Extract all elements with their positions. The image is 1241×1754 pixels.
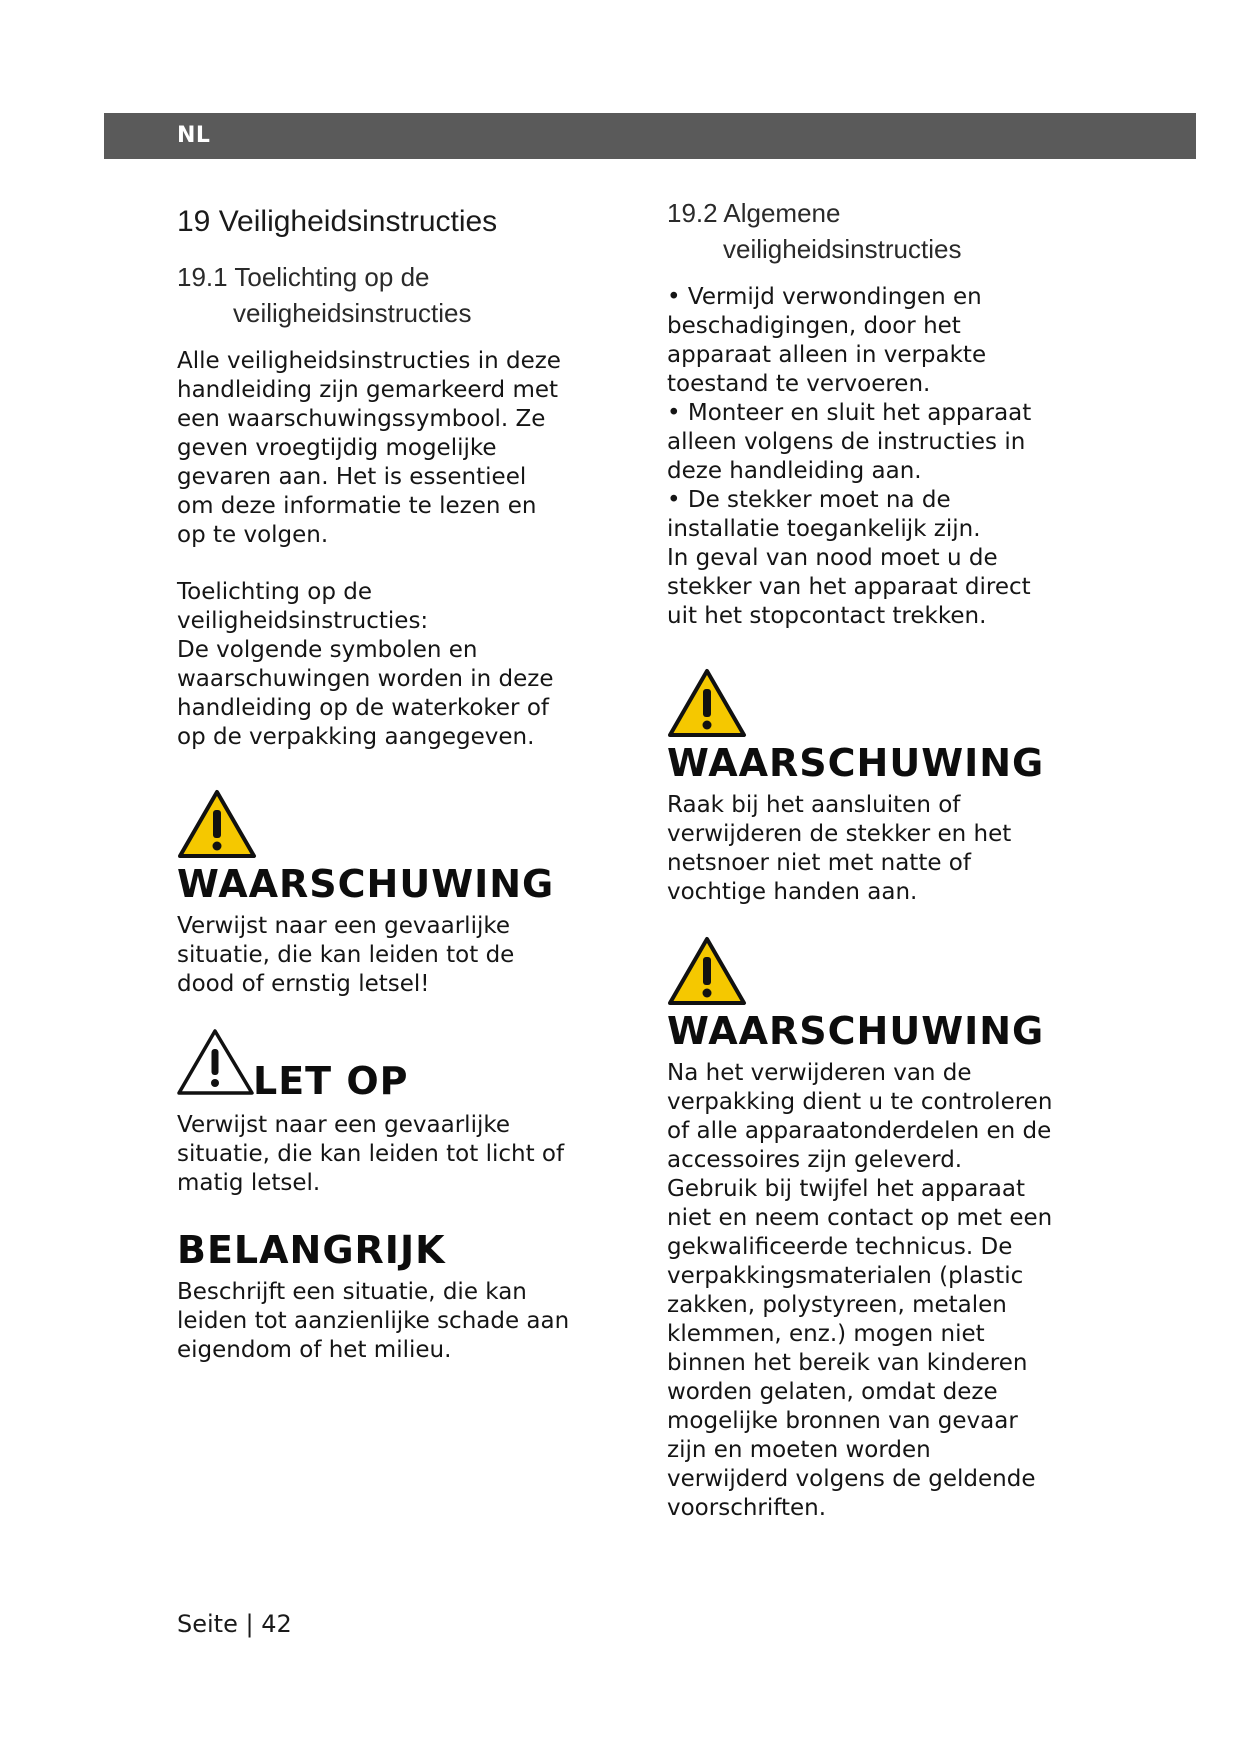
subsection-number: 19.2 Algemene: [667, 198, 841, 228]
header-bar: [104, 113, 1196, 159]
important-title: BELANGRIJK: [177, 1228, 446, 1272]
left-column: [177, 205, 617, 1365]
warning-text: Verwijst naar een gevaarlijke situatie, die kan leiden tot de dood of ernstig letsel!: [177, 913, 515, 997]
page-number: Seite | 42: [177, 1610, 292, 1638]
general-instructions-list: • Vermijd verwondingen en beschadigingen, door het apparaat alleen in verpakte toestand te vervoeren. • Monteer en sluit het apparaat alleen volgens de instructies in deze handleiding aan. • De stekker moet na de installatie toegankelijk zijn. In geval van nood moet u de stekker van het apparaat direct uit het stopcontact trekken.: [667, 284, 1032, 629]
explanation-paragraph: Toelichting op de veiligheidsinstructies: De volgende symbolen en waarschuwingen worden in deze handleiding op de waterkoker of op de verpakking aangegeven.: [177, 579, 554, 750]
language-label: NL: [177, 123, 211, 148]
caution-text: Verwijst naar een gevaarlijke situatie, die kan leiden tot licht of matig letsel.: [177, 1112, 565, 1196]
section-heading: 19 Veiligheidsinstructies: [177, 205, 498, 238]
warning-title: WAARSCHUWING: [667, 1009, 1045, 1053]
caution-triangle-outline-icon: [177, 1027, 257, 1097]
subsection-heading-19-1: [177, 259, 617, 331]
subsection-continuation: veiligheidsinstructies: [723, 234, 962, 264]
caution-title: LET OP: [253, 1059, 409, 1103]
warning-text: Na het verwijderen van de verpakking dient u te controleren of alle apparaatonderdelen en de accessoires zijn geleverd. Gebruik bij twijfel het apparaat niet en neem contact op met een gekwalificeerde technicus. De verpakkingsmaterialen (plastic zakken, polystyreen, metalen klemmen, enz.) mogen niet binnen het bereik van kinderen worden gelaten, omdat deze mogelijke bronnen van gevaar zijn en moeten worden verwijderd volgens de geldende voorschriften.: [667, 1060, 1053, 1521]
intro-paragraph: Alle veiligheidsinstructies in deze handleiding zijn gemarkeerd met een waarschuwingssymbool. Ze geven vroegtijdig mogelijke gevaren aan. Het is essentieel om deze informatie te lezen en op te volgen.: [177, 348, 561, 548]
subsection-number: 19.1 Toelichting op de: [177, 262, 430, 292]
warning-title: WAARSCHUWING: [667, 741, 1045, 785]
caution-heading-row: [177, 1027, 617, 1103]
warning-triangle-icon: [667, 667, 747, 739]
warning-triangle-icon: [667, 935, 747, 1007]
subsection-heading-19-2: [667, 195, 1107, 267]
warning-triangle-icon: [177, 788, 257, 860]
subsection-continuation: veiligheidsinstructies: [233, 298, 472, 328]
right-column: [667, 195, 1107, 1523]
warning-title: WAARSCHUWING: [177, 862, 555, 906]
important-text: Beschrijft een situatie, die kan leiden tot aanzienlijke schade aan eigendom of het milieu.: [177, 1279, 570, 1363]
warning-text: Raak bij het aansluiten of verwijderen de stekker en het netsnoer niet met natte of vochtige handen aan.: [667, 792, 1012, 905]
